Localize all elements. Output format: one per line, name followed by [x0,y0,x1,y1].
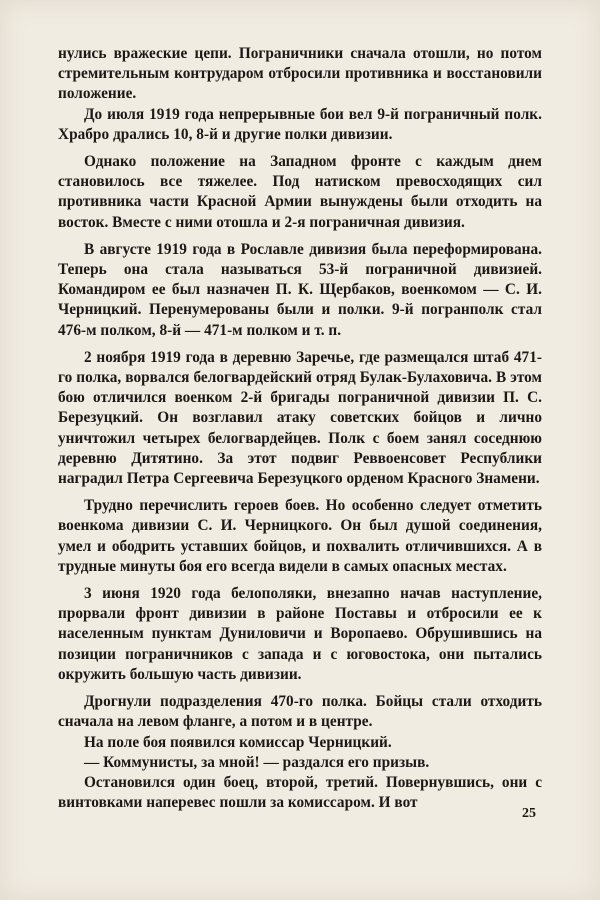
paragraph: 3 июня 1920 года белополяки, внезапно начав наступление, прорвали фронт дивизии в районе Поставы и отбросили ее к населенным пунктам Дуниловичи и Воропаево. Обрушившись на позиции пограничников с запада и с юговостока, они пытались окружить большую часть дивизии. [58,585,542,683]
paragraph: Остановился один боец, второй, третий. Повернувшись, они с винтовками наперевес пошли за комиссаром. И вот [58,773,542,812]
paragraph: На поле боя появился комиссар Черницкий. [84,733,392,751]
paragraph: До июля 1919 года непрерывные бои вел 9-й пограничный полк. Храбро дрались 10, 8-й и другие полки дивизии. [58,105,542,143]
paragraph: Трудно перечислить героев боев. Но особенно следует отметить военкома дивизии С. И. Черницкого. Он был душой соединения, умел и ободрить уставших бойцов, и похвалить отличившихся. А в трудные минуты боя его всегда видели в самых опасных местах. [58,497,542,575]
paragraph: — Коммунисты, за мной! — раздался его призыв. [84,753,430,771]
paragraph: 2 ноября 1919 года в деревню Заречье, где размещался штаб 471-го полка, ворвался белогвардейский отряд Булак-Булаховича. В этом бою отличился военком 2-й бригады пограничной дивизии П. С. Березуцкий. Он возглавил атаку советских бойцов и лично уничтожил четырех белогвардейцев. Полк с боем занял соседнюю деревню Дитятино. За этот подвиг Реввоенсовет Республики наградил Петра Сергеевича Березуцкого орденом Красного Знамени. [58,348,542,488]
paragraph: Однако положение на Западном фронте с каждым днем становилось все тяжелее. Под натиском превосходящих сил противника части Красной Армии вынуждены были отходить на восток. Вместе с ними отошла и 2-я пограничная дивизия. [58,153,542,231]
page-body-text [58,44,542,813]
paragraph: Дрогнули подразделения 470-го полка. Бойцы стали отходить сначала на левом фланге, а потом и в центре. [58,693,542,731]
paragraph: В августе 1919 года в Рославле дивизия была переформирована. Теперь она стала называться 53-й пограничной дивизией. Командиром ее был назначен П. К. Щербаков, военкомом — С. И. Черницкий. Перенумерованы были и полки. 9-й погранполк стал 476-м полком, 8-й — 471-м полком и т. п. [58,240,542,339]
page-number: 25 [522,806,536,821]
paragraph: нулись вражеские цепи. Пограничники сначала отошли, но потом стремительным контрударом отбросили противника и восстановили положение. [58,45,542,103]
